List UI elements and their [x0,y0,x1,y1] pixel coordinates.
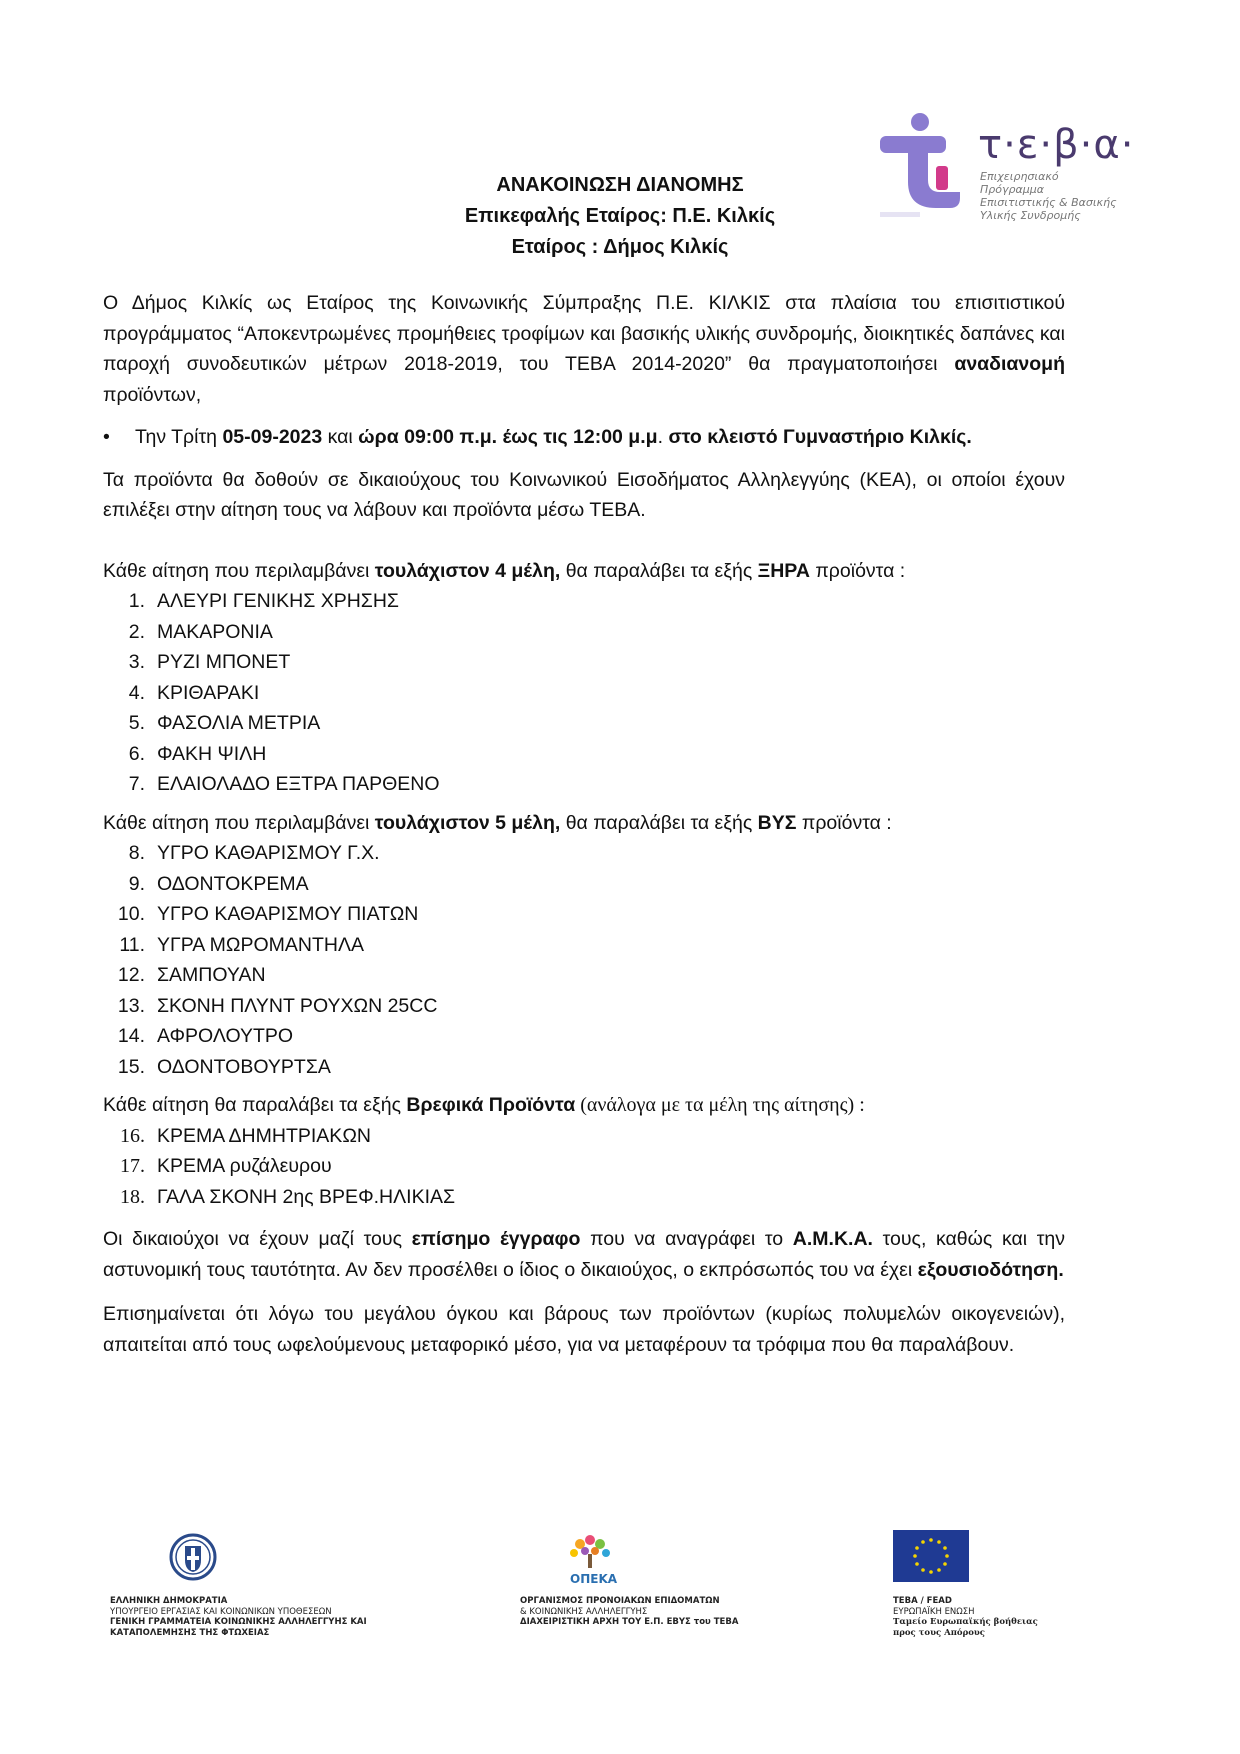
announcement-body [103,288,1065,1360]
list-item: 16. ΚΡΕΜΑ ΔΗΜΗΤΡΙΑΚΩΝ [120,1124,371,1147]
list-item: 3. ΡΥΖΙ ΜΠΟΝΕΤ [128,651,291,673]
intro-paragraph: Ο Δήμος Κιλκίς ως Εταίρος της Κοινωνικής Σύμπραξης Π.Ε. ΚΙΛΚΙΣ στα πλαίσια του επισιτιστικού προγράμματος “Αποκεντρωμένες προμήθειες τροφίμων και βασικής υλικής συνδρομής, διοικητικές δαπάνες και παροχή συνοδευτικών μέτρων 2018-2019, του ΤΕΒΑ 2014-2020” θα πραγματοποιήσει αναδιανομή προϊόντων, [103,292,1065,406]
heading-title: ΑΝΑΚΟΙΝΩΣΗ ΔΙΑΝΟΜΗΣ [496,174,744,196]
eu-flag-icon [893,1530,969,1582]
list-item: 5. ΦΑΣΟΛΙΑ ΜΕΤΡΙΑ [128,712,321,734]
list-item: 9. ΟΔΟΝΤΟΚΡΕΜΑ [128,872,309,895]
distribution-date: 05-09-2023 [222,426,323,448]
footer-opeka-text: ΟΡΓΑΝΙΣΜΟΣ ΠΡΟΝΟΙΑΚΩΝ ΕΠΙΔΟΜΑΤΩΝ & ΚΟΙΝΩΝΙΚΗΣ ΑΛΛΗΛΕΓΓΥΗΣ ΔΙΑΧΕΙΡΙΣΤΙΚΗ ΑΡΧΗ ΤΟΥ Ε.Π. ΕΒΥΣ του ΤΕΒΑ [520,1596,739,1627]
footer-eu-text: ΤΕΒΑ / FEAD ΕΥΡΩΠΑΪΚΗ ΕΝΩΣΗ Ταμείο Ευρωπαϊκής βοήθειας προς τους Απόρους [893,1596,1038,1638]
distribution-time: ώρα 09:00 π.μ. έως τις 12:00 μ.μ [358,426,658,448]
list-item: 6. ΦΑΚΗ ΨΙΛΗ [128,742,267,765]
baby-products-list [103,1121,1065,1213]
list-item: 14. ΑΦΡΟΛΟΥΤΡΟ [117,1025,294,1047]
list-item: 17. ΚΡΕΜΑ ρυζάλευρου [120,1155,332,1177]
heading-lead-partner: Επικεφαλής Εταίρος: Π.Ε. Κιλκίς [464,205,776,227]
schedule-bullet: • Την Τρίτη 05-09-2023 και ώρα 09:00 π.μ. έως τις 12:00 μ.μ. στο κλειστό Γυμναστήριο Κιλκίς. [103,422,1065,453]
list-item: 15. ΟΔΟΝΤΟΒΟΥΡΤΣΑ [117,1055,331,1078]
bullet-icon: • [103,426,110,448]
bys-products-list [103,838,1065,1082]
beneficiaries-paragraph: Τα προϊόντα θα δοθούν σε δικαιούχους του Κοινωνικού Εισοδήματος Αλληλεγγύης (ΚΕΑ), οι οποίοι έχουν επιλέξει στην αίτηση τους να λάβουν και προϊόντα μέσω ΤΕΒΑ. [103,468,1065,521]
transport-paragraph: Επισημαίνεται ότι λόγω του μεγάλου όγκου και βάρους των προϊόντων (κυρίως πολυμελών οικογενειών), απαιτείται από τους ωφελούμενους μεταφορικό μέσο, για να μεταφέρουν τα τρόφιμα που θα παραλάβουν. [103,1303,1065,1356]
announcement-heading [0,170,1240,263]
list-item: 2. ΜΑΚΑΡΟΝΙΑ [128,620,273,643]
bys-products-intro: Κάθε αίτηση που περιλαμβάνει τουλάχιστον 5 μέλη, θα παραλάβει τα εξής ΒΥΣ προϊόντα : [103,811,892,834]
teva-subtitle: Επιχειρησιακό Πρόγραμμα Επισιτιστικής & Βασικής Υλικής Συνδρομής [980,170,1117,222]
opeka-tree-icon [560,1528,620,1574]
baby-products-intro: Κάθε αίτηση θα παραλάβει τα εξής Βρεφικά Προϊόντα (ανάλογα με τα μέλη της αίτησης) : [103,1094,865,1116]
opeka-label: ΟΠΕΚΑ [570,1572,618,1586]
list-item: 12. ΣΑΜΠΟΥΑΝ [117,964,266,986]
list-item: 8. ΥΓΡΟ ΚΑΘΑΡΙΣΜΟΥ Γ.Χ. [128,842,380,864]
footer-ministry-text: ΕΛΛΗΝΙΚΗ ΔΗΜΟΚΡΑΤΙΑ ΥΠΟΥΡΓΕΙΟ ΕΡΓΑΣΙΑΣ ΚΑΙ ΚΟΙΝΩΝΙΚΩΝ ΥΠΟΘΕΣΕΩΝ ΓΕΝΙΚΗ ΓΡΑΜΜΑΤΕΙΑ ΚΟΙΝΩΝΙΚΗΣ ΑΛΛΗΛΕΓΓΥΗΣ ΚΑΙ ΚΑΤΑΠΟΛΕΜΗΣΗΣ ΤΗΣ ΦΤΩΧΕΙΑΣ [110,1596,367,1638]
footer-logos [0,1532,1240,1652]
list-item: 18. ΓΑΛΑ ΣΚΟΝΗ 2ης ΒΡΕΦ.ΗΛΙΚΙΑΣ [120,1185,456,1208]
list-item: 13. ΣΚΟΝΗ ΠΛΥΝΤ ΡΟΥΧΩΝ 25CC [117,994,438,1017]
teva-wordmark: τ·ε·β·α· [978,122,1135,168]
list-item: 4. ΚΡΙΘΑΡΑΚΙ [128,681,260,704]
dry-products-list [103,586,1065,800]
list-item: 10. ΥΓΡΟ ΚΑΘΑΡΙΣΜΟΥ ΠΙΑΤΩΝ [117,903,419,925]
list-item: 7. ΕΛΑΙΟΛΑΔΟ ΕΞΤΡΑ ΠΑΡΘΕΝΟ [128,773,440,795]
list-item: 11. ΥΓΡΑ ΜΩΡΟΜΑΝΤΗΛΑ [119,933,365,956]
documents-paragraph: Οι δικαιούχοι να έχουν μαζί τους επίσημο έγγραφο που να αναγράφει το Α.Μ.Κ.Α. τους, καθώς και την αστυνομική τους ταυτότητα. Αν δεν προσέλθει ο ίδιος ο δικαιούχος, ο εκπρόσωπός του να έχει εξουσιοδότηση. [103,1228,1066,1281]
distribution-place: στο κλειστό Γυμναστήριο Κιλκίς. [668,426,972,448]
greek-emblem-icon [168,1532,218,1582]
list-item: 1. ΑΛΕΥΡΙ ΓΕΝΙΚΗΣ ΧΡΗΣΗΣ [128,590,399,612]
heading-partner: Εταίρος : Δήμος Κιλκίς [511,236,729,258]
dry-products-intro: Κάθε αίτηση που περιλαμβάνει τουλάχιστον 4 μέλη, θα παραλάβει τα εξής ΞΗΡΑ προϊόντα : [103,559,906,582]
